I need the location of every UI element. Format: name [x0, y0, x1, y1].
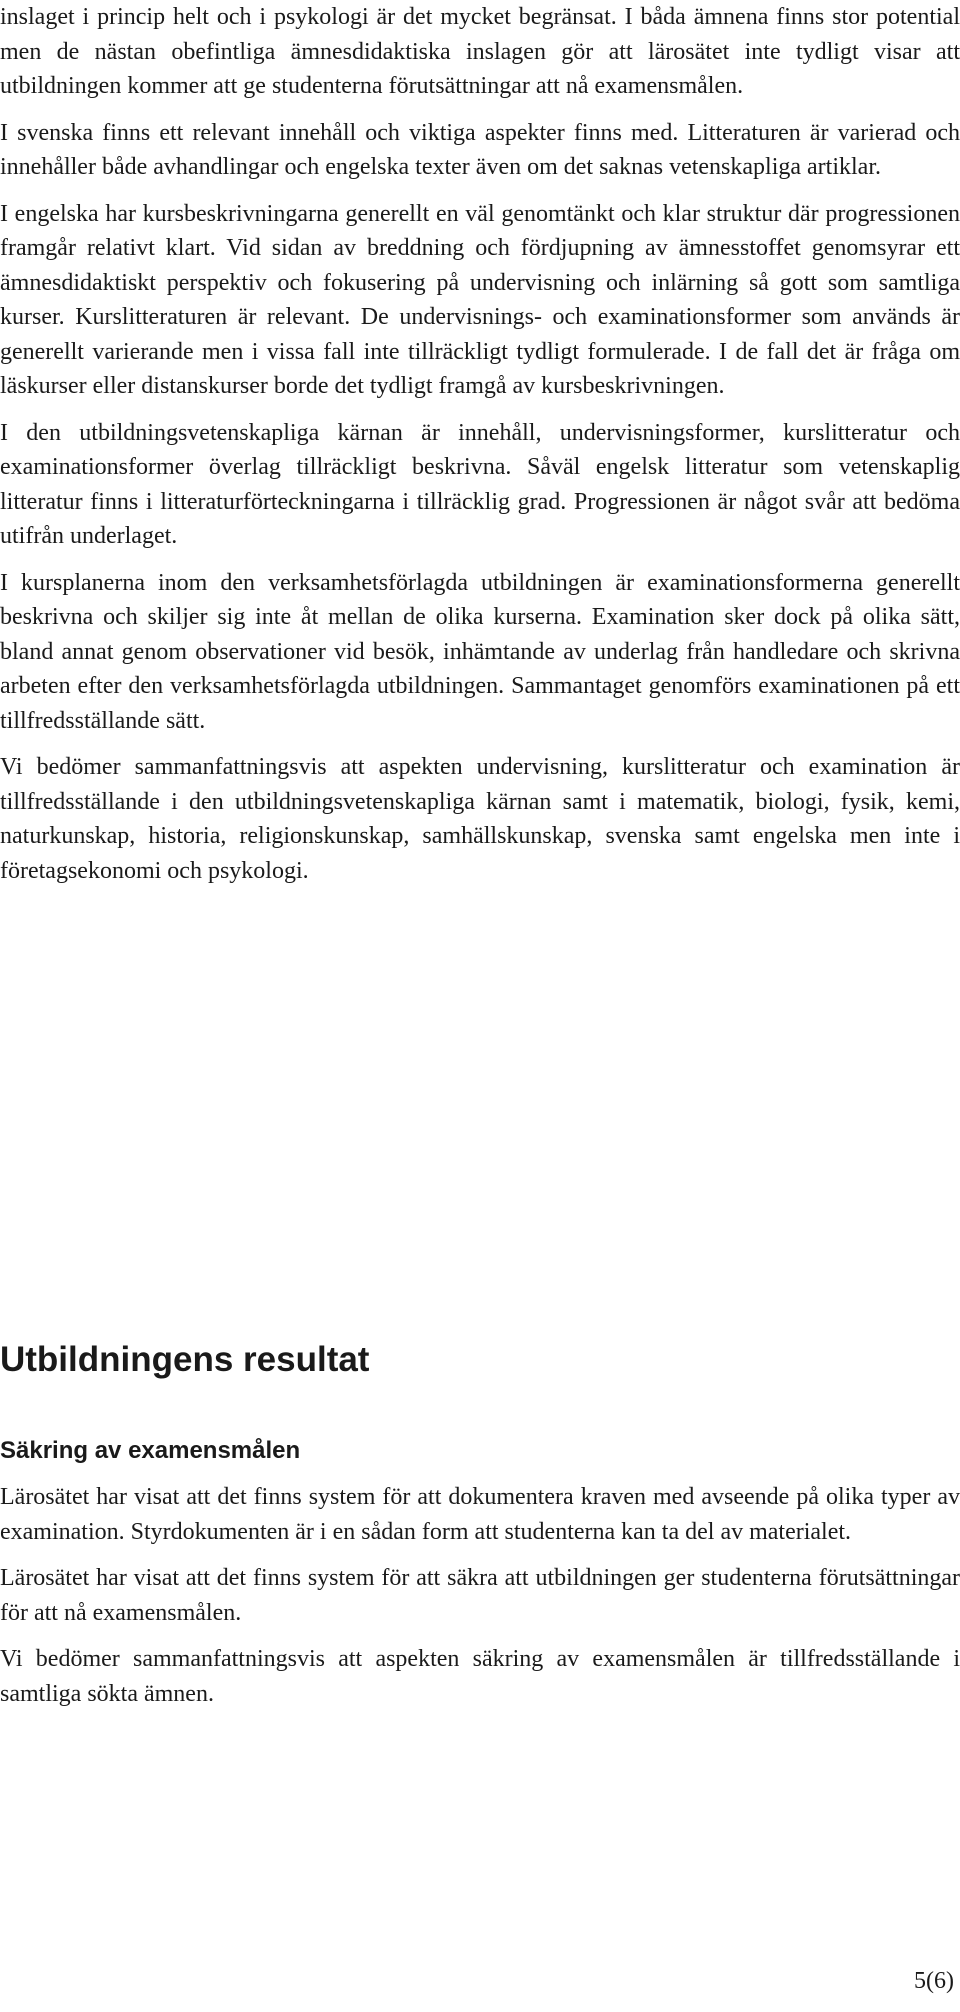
- paragraph: inslaget i princip helt och i psykologi är det mycket begränsat. I båda ämnena finns stor potential men de nästan obefintliga ämnesdidaktiska inslagen gör att lärosätet inte tydligt visar att utbildningen kommer att ge studenterna förutsättningar att nå examensmålen.: [0, 4, 960, 99]
- page-number: 5(6): [914, 1968, 954, 1994]
- paragraph: I svenska finns ett relevant innehåll och viktiga aspekter finns med. Litteraturen är varierad och innehåller både avhandlingar och engelska texter även om det saknas vetenskapliga artiklar.: [0, 119, 960, 180]
- paragraph: Lärosätet har visat att det finns system för att dokumentera kraven med avseende på olika typer av examination. Styrdokumenten är i en sådan form att studenterna kan ta del av materialet.: [0, 1484, 960, 1545]
- paragraph: I engelska har kursbeskrivningarna generellt en väl genomtänkt och klar struktur där progressionen framgår relativt klart. Vid sidan av breddning och fördjupning av ämnesstoffet genomsyrar ett ämnesdidaktiskt perspektiv och fokusering på undervisning och inlärning så gott som samtliga kurser. Kurslitteraturen är relevant. De undervisnings- och examinationsformer som används är generellt varierande men i vissa fall inte tillräckligt tydligt formulerade. I de fall det är fråga om läskurser eller distanskurser borde det tydligt framgå av kursbeskrivningen.: [0, 200, 960, 399]
- paragraph: Lärosätet har visat att det finns system för att säkra att utbildningen ger studenterna förutsättningar för att nå examensmålen.: [0, 1565, 960, 1626]
- paragraph: Vi bedömer sammanfattningsvis att aspekten säkring av examensmålen är tillfredsställande i samtliga sökta ämnen.: [0, 1646, 960, 1707]
- upper-text-block: [0, 0, 960, 888]
- subsection-heading: Säkring av examensmålen: [0, 1437, 301, 1464]
- paragraph: I kursplanerna inom den verksamhetsförlagda utbildningen är examinationsformerna generellt beskrivna och skiljer sig inte åt mellan de olika kurserna. Examination sker dock på olika sätt, bland annat genom observationer vid besök, inhämtande av underlag från handledare och skrivna arbeten efter den verksamhetsförlagda utbildningen. Sammantaget genomförs examinationen på ett tillfredsställande sätt.: [0, 569, 960, 734]
- section-heading: Utbildningens resultat: [0, 1340, 370, 1379]
- paragraph: Vi bedömer sammanfattningsvis att aspekten undervisning, kurslitteratur och examination är tillfredsställande i den utbildningsvetenskapliga kärnan samt i matematik, biologi, fysik, kemi, naturkunskap, historia, religionskunskap, samhällskunskap, svenska samt engelska men inte i företagsekonomi och psykologi.: [0, 754, 960, 884]
- paragraph: I den utbildningsvetenskapliga kärnan är innehåll, undervisningsformer, kurslitteratur och examinationsformer överlag tillräckligt beskrivna. Såväl engelsk litteratur som vetenskaplig litteratur finns i litteraturförteckningarna i tillräcklig grad. Progressionen är något svår att bedöma utifrån underlaget.: [0, 419, 960, 549]
- lower-text-block: [0, 1480, 960, 1711]
